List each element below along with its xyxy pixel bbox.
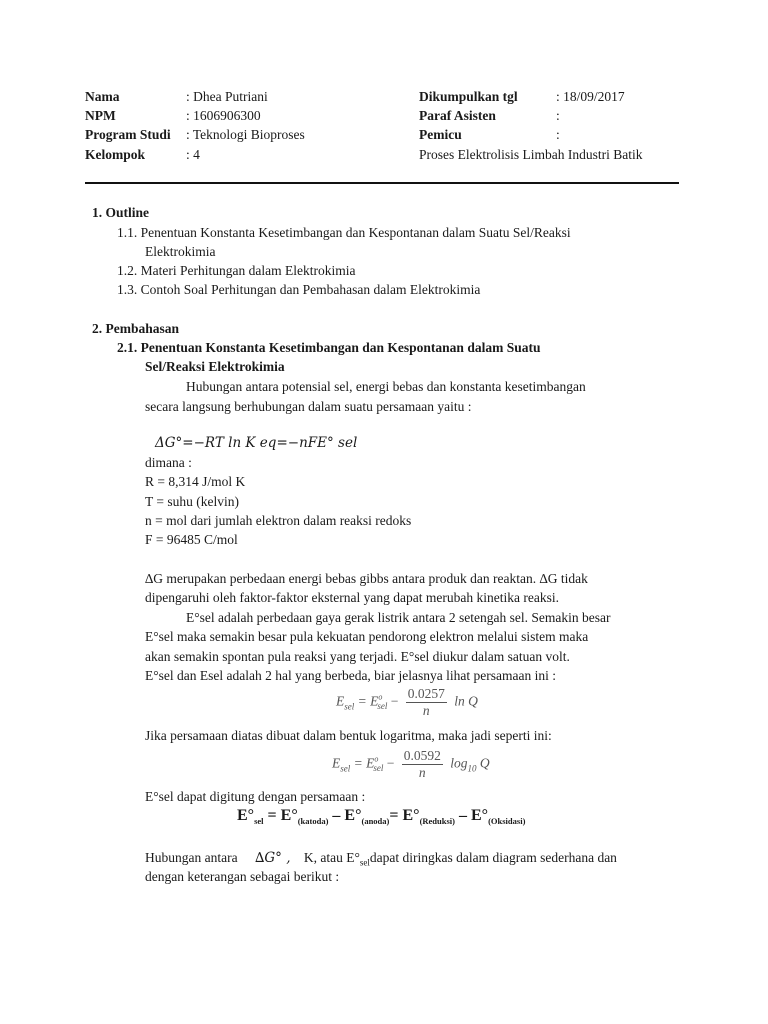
paragraph-1-line2: secara langsung berhubungan dalam suatu persamaan yaitu :	[145, 399, 472, 414]
paraf-label: Paraf Asisten	[419, 108, 496, 123]
subsection-title-line2: Sel/Reaksi Elektrokimia	[145, 359, 285, 374]
paragraph-2-line1: ∆G merupakan perbedaan energi bebas gibbs antara produk dan reaktan. ∆G tidak	[145, 571, 588, 586]
outline-item-1-1-cont: Elektrokimia	[145, 244, 216, 259]
paragraph-4: Jika persamaan diatas dibuat dalam bentuk logaritma, maka jadi seperti ini:	[145, 728, 552, 743]
paragraph-3-line1: E°sel adalah perbedaan gaya gerak listrik antara 2 setengah sel. Semakin besar	[186, 610, 611, 625]
gibbs-equation: ΔG°=−RT ln K eq=−nFE° sel	[155, 435, 358, 451]
prodi-label: Program Studi	[85, 127, 171, 142]
dikumpulkan-value: : 18/09/2017	[556, 89, 625, 104]
pemicu-value: :	[556, 127, 560, 142]
dikumpulkan-label: Dikumpulkan tgl	[419, 89, 518, 104]
definition-r: R = 8,314 J/mol K	[145, 474, 246, 489]
outline-title: 1. Outline	[92, 205, 150, 220]
header-divider	[85, 182, 679, 184]
nernst-equation-ln: $E_{sel} = E^o_{sel}$ − $\frac{0.0257}{n}$ ln Q	[336, 686, 478, 718]
outline-item-1-3: 1.3. Contoh Soal Perhitungan dan Pembahasan dalam Elektrokimia	[117, 282, 481, 297]
kelompok-label: Kelompok	[85, 147, 146, 162]
definition-t: T = suhu (kelvin)	[145, 494, 239, 509]
paragraph-3-line3: akan semakin spontan pula reaksi yang terjadi. E°sel diukur dalam satuan volt.	[145, 649, 570, 664]
kelompok-value: : 4	[186, 147, 200, 162]
paragraph-6-line2: dengan keterangan sebagai berikut :	[145, 869, 340, 884]
paragraph-6-line1: Hubungan antara ∆G° , K, atau $E^\circ_{sel}dapat$ diringkas dalam diagram sederhana dan	[145, 850, 617, 868]
paraf-value: :	[556, 108, 560, 123]
nernst-equation-log: $E_{sel} = E^o_{sel}$ − $\frac{0.0592}{n}$ $\log_{10} Q$	[332, 748, 490, 780]
definition-f: F = 96485 C/mol	[145, 532, 238, 547]
pemicu-label: Pemicu	[419, 127, 462, 142]
paragraph-1-line1: Hubungan antara potensial sel, energi bebas dan konstanta kesetimbangan	[186, 379, 586, 394]
pemicu-text: Proses Elektrolisis Limbah Industri Batik	[419, 147, 643, 162]
npm-value: : 1606906300	[186, 108, 261, 123]
nama-value: : Dhea Putriani	[186, 89, 268, 104]
paragraph-5: E°sel dapat digitung dengan persamaan :	[145, 789, 366, 804]
subsection-title-line1: 2.1. Penentuan Konstanta Kesetimbangan dan Kespontanan dalam Suatu	[117, 340, 541, 355]
definition-n: n = mol dari jumlah elektron dalam reaksi redoks	[145, 513, 412, 528]
dimana-label: dimana :	[145, 455, 192, 470]
paragraph-2-line2: dipengaruhi oleh faktor-faktor eksternal yang dapat merubah kinetika reaksi.	[145, 590, 559, 605]
nama-label: Nama	[85, 89, 120, 104]
prodi-value: : Teknologi Bioproses	[186, 127, 305, 142]
paragraph-3-line4: E°sel dan Esel adalah 2 hal yang berbeda, biar jelasnya lihat persamaan ini :	[145, 668, 556, 683]
npm-label: NPM	[85, 108, 116, 123]
outline-item-1-2: 1.2. Materi Perhitungan dalam Elektrokimia	[117, 263, 356, 278]
paragraph-3-line2: E°sel maka semakin besar pula kekuatan pendorong elektron melalui sistem maka	[145, 629, 589, 644]
cell-potential-equation: $E^\circ_{sel} = E^\circ_{(katoda)} - E^\circ_{(anoda)}= E^\circ_{(Reduksi)} - E^\circ_{(Oksidasi)}$	[237, 807, 526, 827]
outline-item-1-1: 1.1. Penentuan Konstanta Kesetimbangan dan Kespontanan dalam Suatu Sel/Reaksi	[117, 225, 571, 240]
pembahasan-title: 2. Pembahasan	[92, 321, 180, 336]
